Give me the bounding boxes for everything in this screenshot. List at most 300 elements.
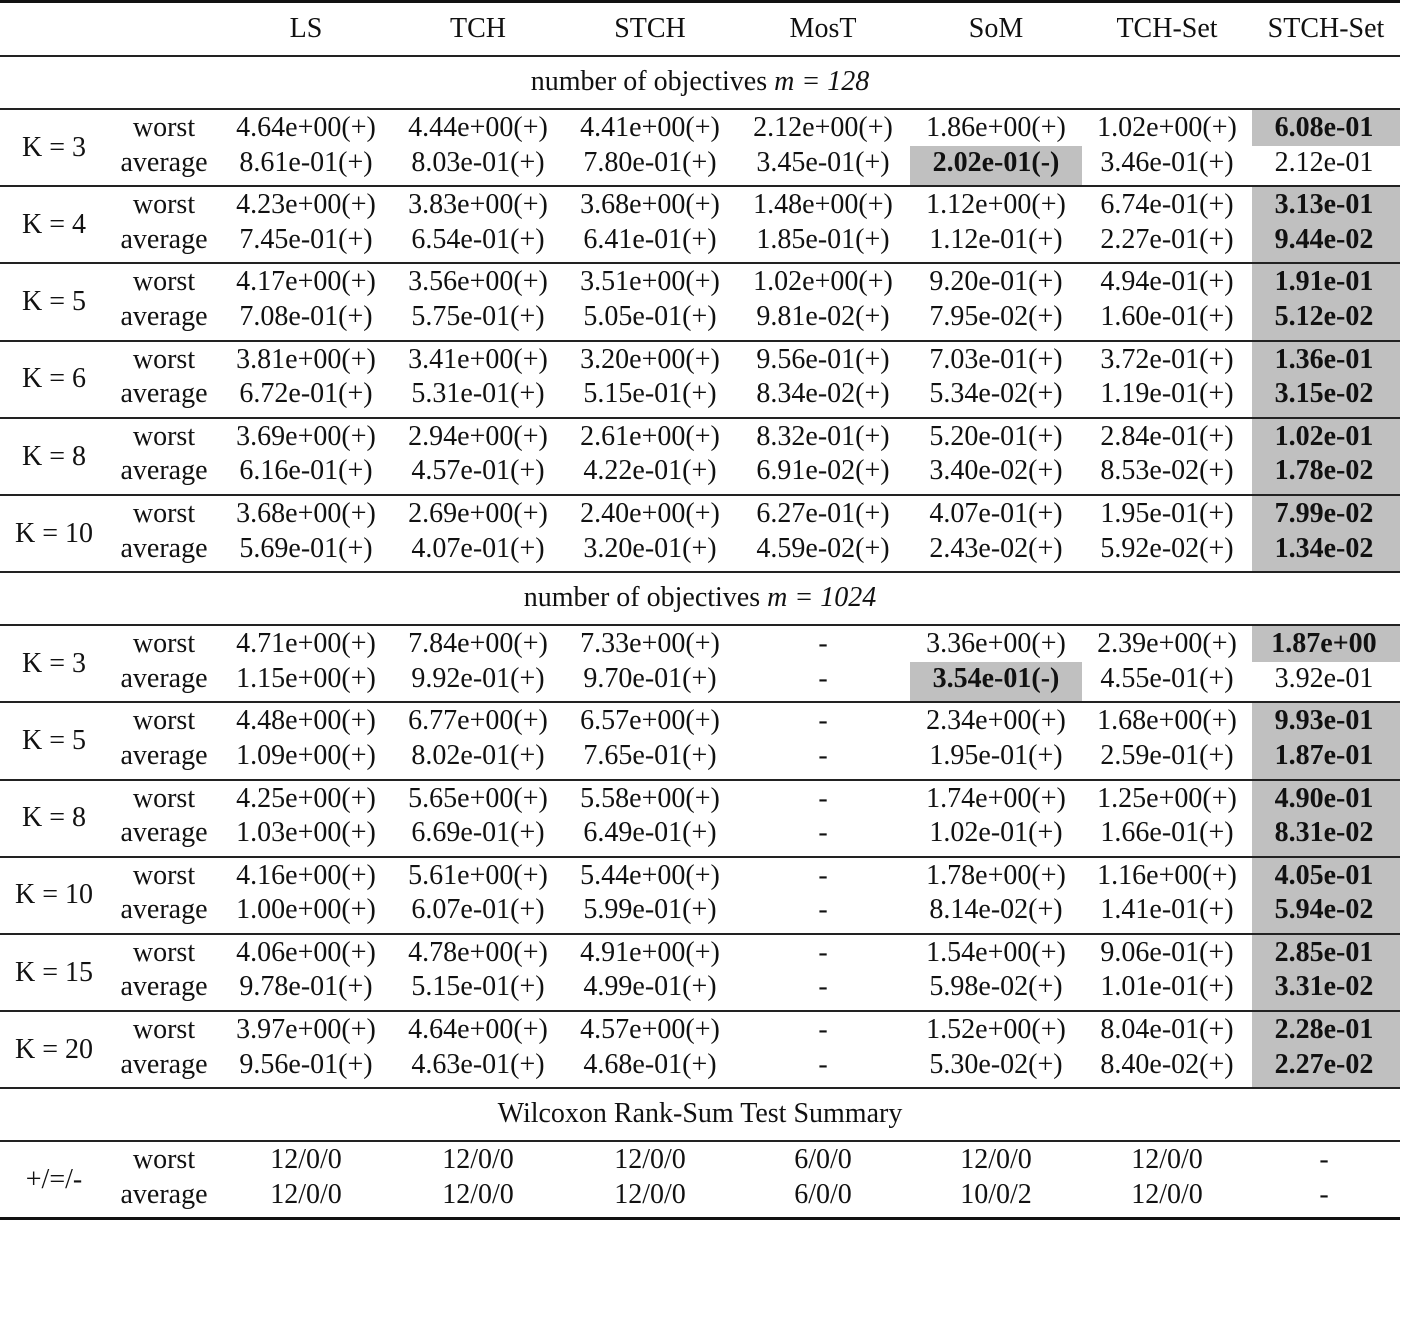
best-value: 2.02e-01(-) (932, 146, 1060, 178)
value: 4.57e+00(+) (580, 1014, 720, 1046)
table-row (0, 495, 1400, 532)
k-label: +/=/- (25, 1164, 83, 1196)
section-title-text: number of objectives (530, 66, 775, 98)
header-stch: STCH (614, 12, 686, 44)
table-row (0, 109, 1400, 146)
value: 3.36e+00(+) (926, 628, 1066, 660)
cell-most (736, 146, 910, 187)
cell-stch (564, 893, 736, 934)
cell-som (910, 1141, 1082, 1178)
table-row (0, 341, 1400, 378)
cell-som (910, 780, 1082, 817)
cell-ls (220, 816, 392, 857)
table-row (0, 739, 1400, 780)
section-header-1 (0, 572, 1400, 625)
section-title-math: m = 1024 (767, 582, 877, 614)
best-value: 1.78e-02 (1274, 455, 1374, 487)
cell-most (736, 377, 910, 418)
cell-tch-set (1082, 739, 1252, 780)
cell-tch (392, 532, 564, 573)
value: 9.56e-01(+) (239, 1048, 373, 1080)
cell-most (736, 662, 910, 703)
value: 4.17e+00(+) (236, 266, 376, 298)
cell-most (736, 341, 910, 378)
cell-most (736, 780, 910, 817)
cell-som (910, 970, 1082, 1011)
cell-tch-set (1082, 532, 1252, 573)
cell-stch-set (1252, 816, 1400, 857)
table-row (0, 702, 1400, 739)
cell-tch (392, 934, 564, 971)
cell-tch-set (1082, 625, 1252, 662)
stat-label: average (120, 146, 208, 178)
value: 3.51e+00(+) (580, 266, 720, 298)
best-value: 1.87e-01 (1274, 739, 1374, 771)
cell-stch (564, 454, 736, 495)
value: 9.06e-01(+) (1100, 936, 1234, 968)
best-value: 1.02e-01 (1274, 420, 1374, 452)
value: 4.07e-01(+) (411, 532, 545, 564)
cell-stch-set (1252, 109, 1400, 146)
section-header-0 (0, 56, 1400, 109)
cell-tch-set (1082, 263, 1252, 300)
table-body (0, 56, 1400, 1219)
cell-tch-set (1082, 146, 1252, 187)
cell-tch-set (1082, 662, 1252, 703)
value: 6/0/0 (794, 1178, 852, 1210)
cell-ls (220, 970, 392, 1011)
cell-tch-set (1082, 300, 1252, 341)
value: 5.20e-01(+) (929, 420, 1063, 452)
table-row (0, 532, 1400, 573)
cell-tch (392, 146, 564, 187)
value: 1.48e+00(+) (753, 189, 893, 221)
value: 1.19e-01(+) (1100, 378, 1234, 410)
header-som: SoM (968, 12, 1024, 44)
value: - (818, 628, 828, 660)
cell-stch-set (1252, 1011, 1400, 1048)
value: 2.27e-01(+) (1100, 223, 1234, 255)
value: 3.92e-01 (1274, 662, 1374, 694)
table-row (0, 418, 1400, 455)
cell-ls (220, 1178, 392, 1219)
cell-stch (564, 186, 736, 223)
value: - (818, 705, 828, 737)
cell-som (910, 300, 1082, 341)
cell-most (736, 223, 910, 264)
value: 3.72e-01(+) (1100, 343, 1234, 375)
cell-stch-set (1252, 1141, 1400, 1178)
cell-tch (392, 223, 564, 264)
cell-ls (220, 662, 392, 703)
cell-ls (220, 109, 392, 146)
value: 1.02e+00(+) (753, 266, 893, 298)
cell-som (910, 109, 1082, 146)
value: 1.02e+00(+) (1097, 112, 1237, 143)
value: 6.54e-01(+) (411, 223, 545, 255)
k-label: K = 3 (21, 647, 86, 679)
best-value: 2.28e-01 (1274, 1014, 1374, 1046)
value: 10/0/2 (960, 1178, 1032, 1210)
cell-tch (392, 625, 564, 662)
value: 8.61e-01(+) (239, 146, 373, 178)
value: 5.65e+00(+) (408, 782, 548, 814)
value: 1.25e+00(+) (1097, 782, 1237, 814)
cell-som (910, 454, 1082, 495)
cell-most (736, 109, 910, 146)
value: 8.32e-01(+) (756, 420, 890, 452)
k-label: K = 4 (21, 208, 86, 240)
stat-label: worst (132, 859, 196, 891)
value: 1.85e-01(+) (756, 223, 890, 255)
cell-ls (220, 377, 392, 418)
cell-tch (392, 1011, 564, 1048)
best-value: 8.31e-02 (1274, 817, 1374, 849)
value: - (818, 971, 828, 1003)
value: 1.78e+00(+) (926, 859, 1066, 891)
header-tch: TCH (450, 12, 506, 44)
header-row (0, 2, 1400, 57)
cell-tch (392, 1178, 564, 1219)
k-label: K = 10 (14, 879, 93, 911)
table-row (0, 186, 1400, 223)
header-blank-k (0, 2, 108, 57)
value: 9.78e-01(+) (239, 971, 373, 1003)
cell-ls (220, 1141, 392, 1178)
cell-most (736, 1141, 910, 1178)
value: 1.60e-01(+) (1100, 300, 1234, 332)
value: 4.71e+00(+) (236, 628, 376, 660)
cell-tch-set (1082, 934, 1252, 971)
header-ls: LS (289, 12, 323, 44)
value: 1.86e+00(+) (926, 112, 1066, 143)
value: 5.31e-01(+) (411, 378, 545, 410)
cell-som (910, 1178, 1082, 1219)
table-row (0, 970, 1400, 1011)
header-tch-set: TCH-Set (1116, 12, 1218, 44)
stat-label: worst (132, 782, 196, 814)
best-value: 1.34e-02 (1274, 532, 1374, 564)
best-value: 3.13e-01 (1274, 189, 1374, 221)
cell-stch (564, 739, 736, 780)
value: 6.16e-01(+) (239, 455, 373, 487)
best-value: 4.05e-01 (1274, 859, 1374, 891)
best-value: 3.15e-02 (1274, 378, 1374, 410)
table-row (0, 893, 1400, 934)
table-row (0, 857, 1400, 894)
value: 5.99e-01(+) (583, 894, 717, 926)
value: 2.94e+00(+) (408, 420, 548, 452)
value: 4.64e+00(+) (408, 1014, 548, 1046)
value: 1.16e+00(+) (1097, 859, 1237, 891)
value: 4.63e-01(+) (411, 1048, 545, 1080)
cell-stch-set (1252, 418, 1400, 455)
stat-label: worst (132, 343, 196, 375)
stat-label: worst (132, 705, 196, 737)
value: 4.22e-01(+) (583, 455, 717, 487)
value: 12/0/0 (614, 1178, 686, 1210)
cell-tch (392, 662, 564, 703)
cell-som (910, 816, 1082, 857)
value: 4.07e-01(+) (929, 497, 1063, 529)
best-value: 3.54e-01(-) (932, 662, 1060, 694)
cell-tch-set (1082, 1048, 1252, 1089)
cell-most (736, 857, 910, 894)
cell-stch (564, 970, 736, 1011)
cell-som (910, 739, 1082, 780)
cell-stch-set (1252, 454, 1400, 495)
best-value: 1.36e-01 (1274, 343, 1374, 375)
cell-tch-set (1082, 454, 1252, 495)
cell-most (736, 532, 910, 573)
cell-most (736, 263, 910, 300)
value: - (818, 1048, 828, 1080)
value: 9.92e-01(+) (411, 662, 545, 694)
cell-tch-set (1082, 418, 1252, 455)
value: 3.97e+00(+) (236, 1014, 376, 1046)
cell-som (910, 495, 1082, 532)
value: 12/0/0 (960, 1144, 1032, 1176)
cell-som (910, 146, 1082, 187)
value: 3.83e+00(+) (408, 189, 548, 221)
value: - (1319, 1144, 1329, 1176)
value: 8.02e-01(+) (411, 739, 545, 771)
value: 7.65e-01(+) (583, 739, 717, 771)
value: 4.64e+00(+) (236, 112, 376, 143)
value: 5.05e-01(+) (583, 300, 717, 332)
value: 3.56e+00(+) (408, 266, 548, 298)
cell-tch-set (1082, 109, 1252, 146)
value: 1.68e+00(+) (1097, 705, 1237, 737)
value: 9.81e-02(+) (756, 300, 890, 332)
table-row (0, 625, 1400, 662)
cell-stch (564, 263, 736, 300)
value: 5.15e-01(+) (411, 971, 545, 1003)
cell-ls (220, 1011, 392, 1048)
value: - (818, 936, 828, 968)
table-row (0, 1011, 1400, 1048)
value: 6.72e-01(+) (239, 378, 373, 410)
value: 12/0/0 (1131, 1144, 1203, 1176)
cell-tch (392, 377, 564, 418)
section-title-text: Wilcoxon Rank-Sum Test Summary (497, 1098, 903, 1130)
cell-stch-set (1252, 300, 1400, 341)
cell-stch (564, 109, 736, 146)
k-label: K = 5 (21, 725, 86, 757)
best-value: 3.31e-02 (1274, 971, 1374, 1003)
best-value: 6.08e-01 (1274, 112, 1374, 143)
cell-stch-set (1252, 532, 1400, 573)
table-row (0, 263, 1400, 300)
cell-stch-set (1252, 739, 1400, 780)
cell-stch (564, 816, 736, 857)
table-row (0, 1141, 1400, 1178)
cell-tch (392, 1141, 564, 1178)
value: 6.07e-01(+) (411, 894, 545, 926)
cell-stch-set (1252, 893, 1400, 934)
value: 2.43e-02(+) (929, 532, 1063, 564)
value: 1.09e+00(+) (236, 739, 376, 771)
cell-ls (220, 418, 392, 455)
k-label: K = 8 (21, 440, 86, 472)
cell-ls (220, 263, 392, 300)
table-row (0, 454, 1400, 495)
value: 5.58e+00(+) (580, 782, 720, 814)
cell-som (910, 263, 1082, 300)
stat-label: worst (132, 497, 196, 529)
cell-stch (564, 377, 736, 418)
value: 6.49e-01(+) (583, 817, 717, 849)
best-value: 5.12e-02 (1274, 300, 1374, 332)
best-value: 4.90e-01 (1274, 782, 1374, 814)
stat-label: average (120, 894, 208, 926)
value: 5.61e+00(+) (408, 859, 548, 891)
value: - (1319, 1178, 1329, 1210)
value: 4.94e-01(+) (1100, 266, 1234, 298)
value: 2.40e+00(+) (580, 497, 720, 529)
value: 12/0/0 (270, 1178, 342, 1210)
cell-tch (392, 1048, 564, 1089)
value: 9.70e-01(+) (583, 662, 717, 694)
value: 3.69e+00(+) (236, 420, 376, 452)
cell-most (736, 893, 910, 934)
value: 5.92e-02(+) (1100, 532, 1234, 564)
value: 4.16e+00(+) (236, 859, 376, 891)
cell-ls (220, 341, 392, 378)
value: 8.34e-02(+) (756, 378, 890, 410)
value: 4.23e+00(+) (236, 189, 376, 221)
cell-most (736, 418, 910, 455)
cell-stch-set (1252, 1178, 1400, 1219)
value: 1.01e-01(+) (1100, 971, 1234, 1003)
value: 1.12e-01(+) (929, 223, 1063, 255)
k-label: K = 3 (21, 131, 86, 163)
cell-tch (392, 341, 564, 378)
cell-som (910, 532, 1082, 573)
cell-stch (564, 702, 736, 739)
value: 2.12e-01 (1274, 146, 1374, 178)
cell-stch (564, 1141, 736, 1178)
k-label: K = 8 (21, 802, 86, 834)
stat-label: average (120, 223, 208, 255)
value: 3.20e+00(+) (580, 343, 720, 375)
value: 5.98e-02(+) (929, 971, 1063, 1003)
header-blank-stat (108, 2, 220, 57)
table-row (0, 816, 1400, 857)
value: 9.56e-01(+) (756, 343, 890, 375)
section-header-1-title (0, 572, 1400, 625)
cell-tch (392, 702, 564, 739)
value: 6.77e+00(+) (408, 705, 548, 737)
value: - (818, 782, 828, 814)
cell-stch-set (1252, 702, 1400, 739)
cell-stch-set (1252, 1048, 1400, 1089)
cell-ls (220, 495, 392, 532)
summary-header (0, 1088, 1400, 1141)
value: 3.46e-01(+) (1100, 146, 1234, 178)
cell-som (910, 186, 1082, 223)
value: 1.95e-01(+) (929, 739, 1063, 771)
cell-ls (220, 186, 392, 223)
cell-ls (220, 702, 392, 739)
value: 5.44e+00(+) (580, 859, 720, 891)
table-row (0, 934, 1400, 971)
stat-label: worst (132, 112, 196, 143)
value: 6.27e-01(+) (756, 497, 890, 529)
value: 1.03e+00(+) (236, 817, 376, 849)
value: 3.40e-02(+) (929, 455, 1063, 487)
value: 6/0/0 (794, 1144, 852, 1176)
table-row (0, 1178, 1400, 1219)
cell-tch (392, 109, 564, 146)
cell-stch (564, 780, 736, 817)
cell-tch-set (1082, 377, 1252, 418)
cell-som (910, 702, 1082, 739)
cell-tch (392, 186, 564, 223)
cell-ls (220, 857, 392, 894)
value: 1.02e-01(+) (929, 817, 1063, 849)
cell-tch-set (1082, 702, 1252, 739)
value: 4.57e-01(+) (411, 455, 545, 487)
table-row (0, 780, 1400, 817)
value: 1.54e+00(+) (926, 936, 1066, 968)
cell-most (736, 1048, 910, 1089)
best-value: 9.93e-01 (1274, 705, 1374, 737)
cell-tch-set (1082, 223, 1252, 264)
cell-ls (220, 146, 392, 187)
value: 4.99e-01(+) (583, 971, 717, 1003)
cell-stch-set (1252, 263, 1400, 300)
header-most: MosT (789, 12, 857, 44)
section-title-text: number of objectives (523, 582, 768, 614)
stat-label: average (120, 1178, 208, 1210)
table-row (0, 377, 1400, 418)
cell-most (736, 970, 910, 1011)
cell-som (910, 934, 1082, 971)
value: 6.69e-01(+) (411, 817, 545, 849)
value: 3.45e-01(+) (756, 146, 890, 178)
value: 8.53e-02(+) (1100, 455, 1234, 487)
value: 1.74e+00(+) (926, 782, 1066, 814)
value: 1.41e-01(+) (1100, 894, 1234, 926)
value: 6.91e-02(+) (756, 455, 890, 487)
value: 1.52e+00(+) (926, 1014, 1066, 1046)
cell-stch-set (1252, 934, 1400, 971)
value: - (818, 662, 828, 694)
cell-ls (220, 780, 392, 817)
cell-stch (564, 934, 736, 971)
value: 1.12e+00(+) (926, 189, 1066, 221)
value: 4.25e+00(+) (236, 782, 376, 814)
cell-tch (392, 418, 564, 455)
cell-most (736, 934, 910, 971)
table-row (0, 300, 1400, 341)
value: 2.59e-01(+) (1100, 739, 1234, 771)
value: 2.84e-01(+) (1100, 420, 1234, 452)
cell-ls (220, 300, 392, 341)
cell-tch-set (1082, 186, 1252, 223)
cell-most (736, 495, 910, 532)
value: 8.04e-01(+) (1100, 1014, 1234, 1046)
cell-som (910, 418, 1082, 455)
cell-tch (392, 454, 564, 495)
value: 12/0/0 (614, 1144, 686, 1176)
value: 4.44e+00(+) (408, 112, 548, 143)
section-header-0-title (0, 56, 1400, 109)
value: 5.75e-01(+) (411, 300, 545, 332)
best-value: 2.27e-02 (1274, 1048, 1374, 1080)
cell-most (736, 1011, 910, 1048)
